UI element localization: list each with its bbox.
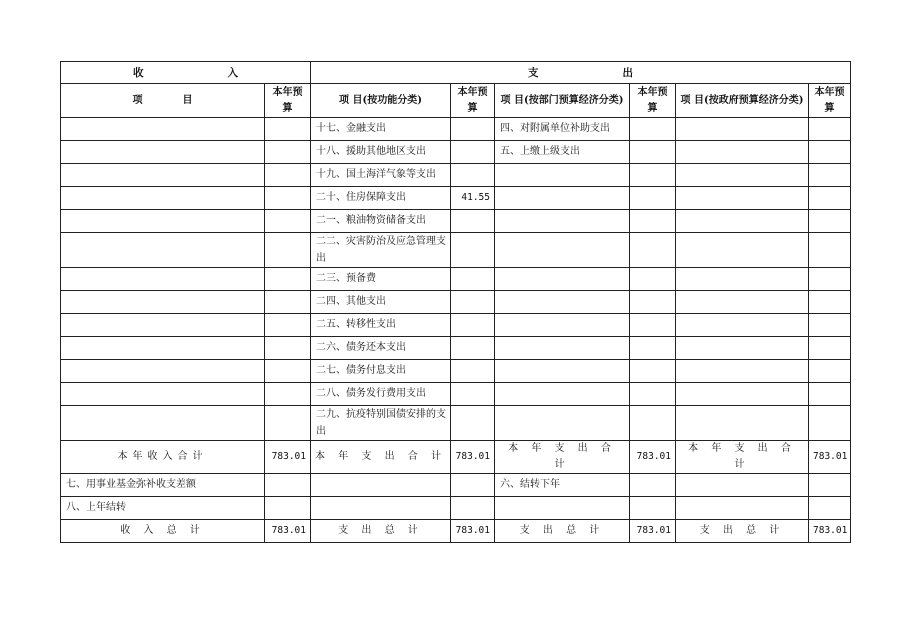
income-budget-cell	[265, 268, 311, 291]
dept-item-cell	[495, 164, 630, 187]
income-item-cell	[61, 383, 265, 406]
func-item-cell: 十九、国土海洋气象等支出	[311, 164, 451, 187]
dept-item-cell: 五、上缴上级支出	[495, 141, 630, 164]
dept-budget-cell	[630, 141, 676, 164]
func-budget-cell	[451, 268, 495, 291]
table-row	[61, 406, 851, 441]
func-item-cell	[311, 474, 451, 497]
dept-budget-cell	[630, 187, 676, 210]
gov-budget-cell	[809, 406, 851, 441]
income-budget-cell	[265, 337, 311, 360]
income-budget-cell	[265, 233, 311, 268]
func-item-cell: 二四、其他支出	[311, 291, 451, 314]
gov-item-cell	[676, 314, 809, 337]
dept-budget-cell	[630, 383, 676, 406]
dept-item-cell	[495, 383, 630, 406]
income-budget-cell	[265, 406, 311, 441]
gov-budget-cell	[809, 497, 851, 520]
dept-item-cell	[495, 314, 630, 337]
income-budget-cell: 783.01	[265, 441, 311, 474]
gov-budget-cell	[809, 291, 851, 314]
func-budget-cell	[451, 210, 495, 233]
income-budget-cell	[265, 187, 311, 210]
func-budget-header: 本年预算	[451, 84, 495, 118]
gov-budget-cell	[809, 187, 851, 210]
table-row	[61, 360, 851, 383]
dept-item-cell: 本 年 支 出 合 计	[495, 441, 630, 474]
gov-item-cell	[676, 497, 809, 520]
dept-item-header: 项 目(按部门预算经济分类)	[495, 84, 630, 118]
gov-item-cell	[676, 233, 809, 268]
table-row	[61, 474, 851, 497]
func-budget-cell	[451, 291, 495, 314]
income-budget-cell	[265, 118, 311, 141]
gov-budget-cell	[809, 360, 851, 383]
table-row	[61, 291, 851, 314]
dept-item-cell	[495, 187, 630, 210]
gov-item-cell	[676, 474, 809, 497]
gov-item-cell	[676, 141, 809, 164]
gov-item-cell	[676, 291, 809, 314]
dept-budget-cell	[630, 474, 676, 497]
income-item-cell: 收 入 总 计	[61, 520, 265, 543]
func-item-cell: 本 年 支 出 合 计	[311, 441, 451, 474]
income-item-cell	[61, 337, 265, 360]
gov-item-cell	[676, 268, 809, 291]
total-row	[61, 520, 851, 543]
gov-item-cell: 本 年 支 出 合 计	[676, 441, 809, 474]
func-item-cell: 二六、债务还本支出	[311, 337, 451, 360]
gov-budget-cell	[809, 337, 851, 360]
func-budget-cell	[451, 141, 495, 164]
dept-budget-cell	[630, 268, 676, 291]
dept-item-cell	[495, 406, 630, 441]
gov-item-cell	[676, 360, 809, 383]
gov-budget-cell: 783.01	[809, 441, 851, 474]
table-row	[61, 141, 851, 164]
gov-budget-cell	[809, 314, 851, 337]
func-item-cell: 二八、债务发行费用支出	[311, 383, 451, 406]
table-row	[61, 383, 851, 406]
budget-table	[60, 61, 851, 543]
dept-budget-cell: 783.01	[630, 441, 676, 474]
gov-item-header: 项 目(按政府预算经济分类)	[676, 84, 809, 118]
table-row	[61, 314, 851, 337]
func-item-cell: 二一、粮油物资储备支出	[311, 210, 451, 233]
income-budget-cell	[265, 474, 311, 497]
income-item-cell	[61, 164, 265, 187]
table-row	[61, 497, 851, 520]
dept-budget-cell	[630, 164, 676, 187]
table-row	[61, 164, 851, 187]
func-item-cell: 十八、援助其他地区支出	[311, 141, 451, 164]
dept-budget-cell	[630, 497, 676, 520]
dept-budget-cell	[630, 210, 676, 233]
income-item-header: 项 目	[61, 84, 265, 118]
func-budget-cell	[451, 383, 495, 406]
dept-item-cell	[495, 291, 630, 314]
dept-item-cell	[495, 210, 630, 233]
func-budget-cell	[451, 360, 495, 383]
func-item-cell	[311, 497, 451, 520]
func-item-header: 项 目(按功能分类)	[311, 84, 451, 118]
header-row-top	[61, 62, 851, 84]
func-item-cell: 二三、预备费	[311, 268, 451, 291]
func-budget-cell	[451, 314, 495, 337]
dept-budget-cell	[630, 233, 676, 268]
table-row	[61, 337, 851, 360]
gov-item-cell	[676, 383, 809, 406]
income-budget-cell	[265, 314, 311, 337]
income-budget-cell	[265, 141, 311, 164]
dept-budget-cell	[630, 406, 676, 441]
func-item-cell: 二七、债务付息支出	[311, 360, 451, 383]
header-row-columns	[61, 84, 851, 118]
gov-item-cell	[676, 187, 809, 210]
gov-item-cell	[676, 210, 809, 233]
func-item-cell: 二十、住房保障支出	[311, 187, 451, 210]
gov-budget-cell	[809, 233, 851, 268]
gov-item-cell	[676, 164, 809, 187]
income-item-cell	[61, 141, 265, 164]
table-row	[61, 268, 851, 291]
income-item-cell	[61, 268, 265, 291]
gov-item-cell	[676, 118, 809, 141]
gov-budget-cell	[809, 164, 851, 187]
income-item-cell	[61, 291, 265, 314]
func-budget-cell	[451, 406, 495, 441]
income-budget-cell	[265, 497, 311, 520]
income-budget-cell	[265, 360, 311, 383]
func-budget-cell	[451, 497, 495, 520]
dept-item-cell	[495, 337, 630, 360]
income-item-cell	[61, 406, 265, 441]
income-budget-cell	[265, 383, 311, 406]
func-budget-cell	[451, 118, 495, 141]
func-budget-cell: 783.01	[451, 441, 495, 474]
dept-budget-cell	[630, 291, 676, 314]
income-item-cell	[61, 233, 265, 268]
gov-budget-cell	[809, 210, 851, 233]
func-budget-cell: 783.01	[451, 520, 495, 543]
dept-item-cell	[495, 360, 630, 383]
dept-budget-cell: 783.01	[630, 520, 676, 543]
dept-item-cell: 支 出 总 计	[495, 520, 630, 543]
table-row	[61, 118, 851, 141]
func-item-cell: 二九、抗疫特别国债安排的支出	[311, 406, 451, 441]
func-item-cell: 二二、灾害防治及应急管理支出	[311, 233, 451, 268]
gov-budget-cell	[809, 118, 851, 141]
gov-budget-cell: 783.01	[809, 520, 851, 543]
func-budget-cell	[451, 337, 495, 360]
gov-budget-cell	[809, 383, 851, 406]
func-budget-cell	[451, 474, 495, 497]
income-item-cell: 七、用事业基金弥补收支差额	[61, 474, 265, 497]
gov-budget-header: 本年预算	[809, 84, 851, 118]
dept-budget-cell	[630, 337, 676, 360]
income-budget-cell: 783.01	[265, 520, 311, 543]
table-row	[61, 210, 851, 233]
gov-budget-cell	[809, 474, 851, 497]
subtotal-row	[61, 441, 851, 474]
income-item-cell	[61, 187, 265, 210]
income-budget-cell	[265, 164, 311, 187]
func-budget-cell	[451, 164, 495, 187]
dept-budget-cell	[630, 314, 676, 337]
dept-item-cell: 六、结转下年	[495, 474, 630, 497]
func-item-cell: 二五、转移性支出	[311, 314, 451, 337]
dept-budget-header: 本年预算	[630, 84, 676, 118]
gov-item-cell: 支 出 总 计	[676, 520, 809, 543]
func-budget-cell: 41.55	[451, 187, 495, 210]
dept-item-cell: 四、对附属单位补助支出	[495, 118, 630, 141]
func-item-cell: 支 出 总 计	[311, 520, 451, 543]
dept-item-cell	[495, 497, 630, 520]
expense-header: 支 出	[311, 62, 851, 84]
func-budget-cell	[451, 233, 495, 268]
income-budget-cell	[265, 210, 311, 233]
table-row	[61, 187, 851, 210]
gov-item-cell	[676, 406, 809, 441]
income-item-cell	[61, 210, 265, 233]
func-item-cell: 十七、金融支出	[311, 118, 451, 141]
dept-item-cell	[495, 233, 630, 268]
dept-budget-cell	[630, 118, 676, 141]
income-item-cell	[61, 360, 265, 383]
income-item-cell: 本年收入合计	[61, 441, 265, 474]
income-budget-cell	[265, 291, 311, 314]
dept-item-cell	[495, 268, 630, 291]
income-header: 收 入	[61, 62, 311, 84]
income-item-cell	[61, 314, 265, 337]
gov-item-cell	[676, 337, 809, 360]
income-item-cell	[61, 118, 265, 141]
dept-budget-cell	[630, 360, 676, 383]
table-row	[61, 233, 851, 268]
income-item-cell: 八、上年结转	[61, 497, 265, 520]
gov-budget-cell	[809, 141, 851, 164]
gov-budget-cell	[809, 268, 851, 291]
income-budget-header: 本年预算	[265, 84, 311, 118]
